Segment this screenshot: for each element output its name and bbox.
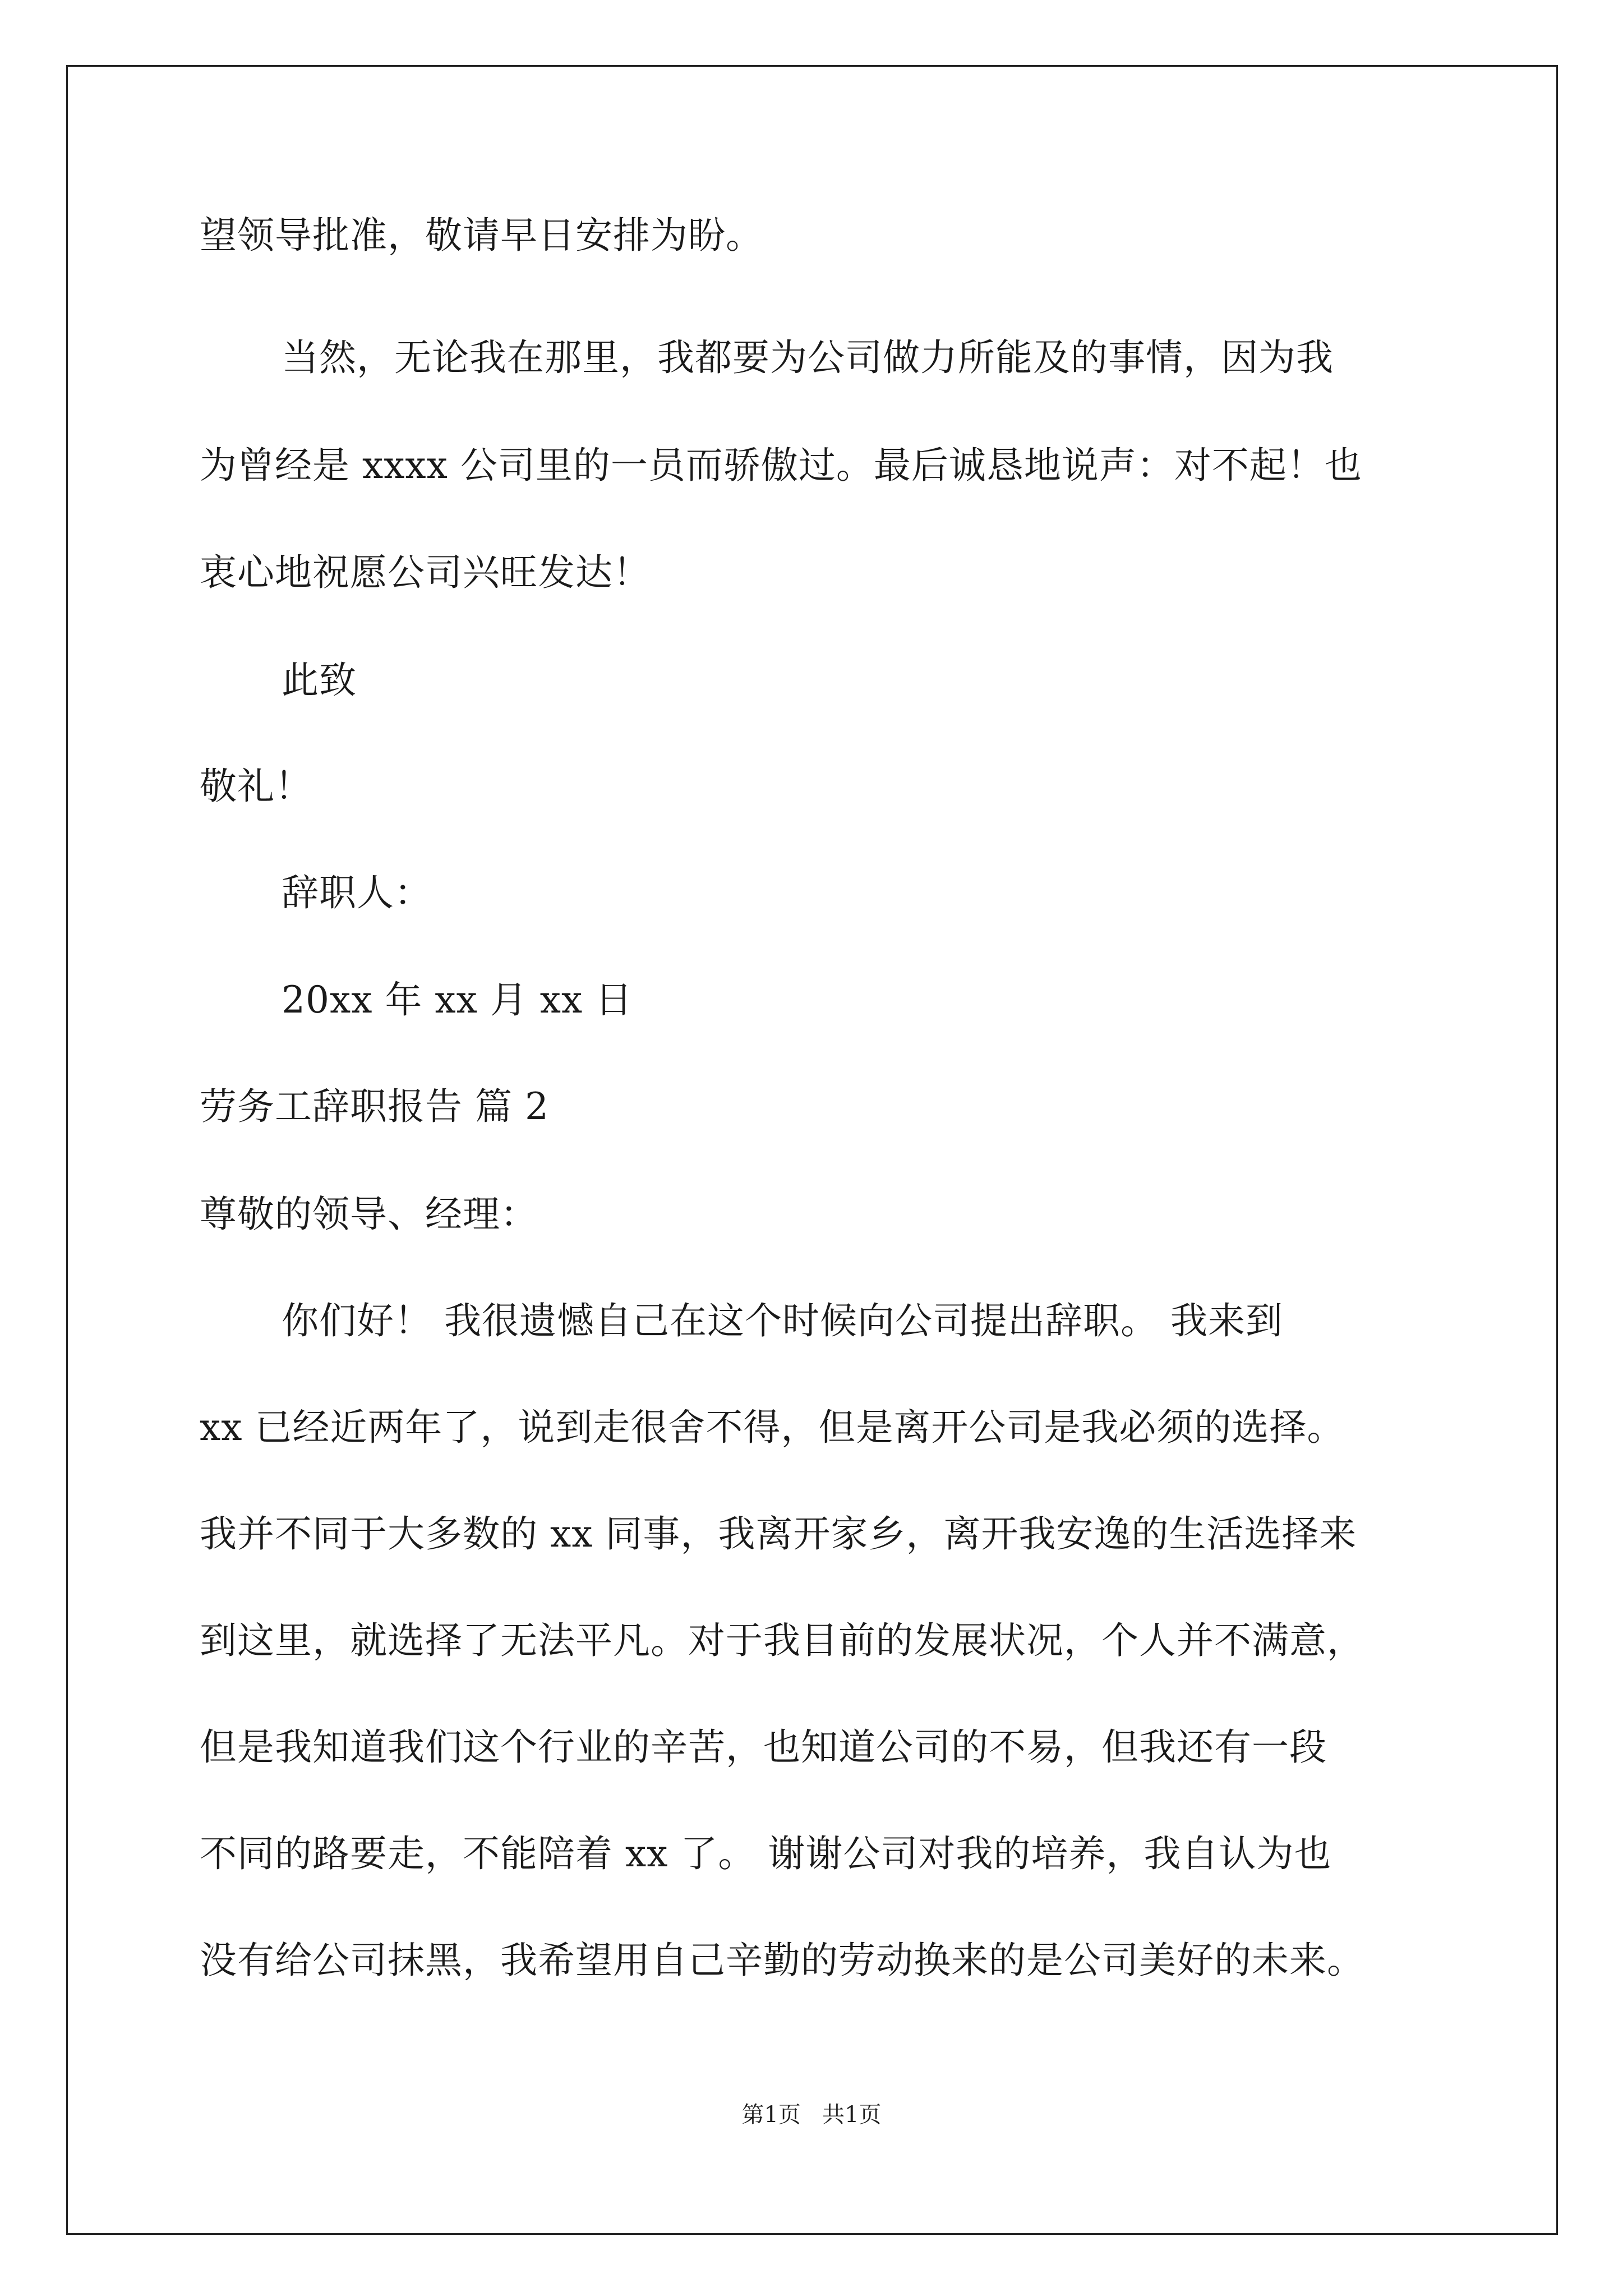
- text-line-4: 衷心地祝愿公司兴旺发达！: [200, 551, 651, 594]
- text-line-1: 望领导批准，敬请早日安排为盼。: [200, 214, 763, 257]
- text-line-15: 但是我知道我们这个行业的辛苦，也知道公司的不易，但我还有一段: [200, 1726, 1327, 1769]
- text-line-17: 没有给公司抹黑，我希望用自己辛勤的劳动换来的是公司美好的未来。: [200, 1939, 1364, 1982]
- salutation-regards: 敬礼！: [200, 765, 312, 808]
- section-title: 劳务工辞职报告 篇 2: [200, 1085, 549, 1128]
- resigner-label: 辞职人：: [282, 871, 432, 914]
- page-footer: 第1页 共1页: [741, 2102, 882, 2128]
- text-line-16: 不同的路要走，不能陪着 xx 了。 谢谢公司对我的培养，我自认为也: [200, 1832, 1332, 1875]
- text-line-3: 为曾经是 xxxx 公司里的一员而骄傲过。最后诚恳地说声：对不起！也: [200, 444, 1362, 487]
- salutation-closing: 此致: [282, 659, 357, 702]
- text-line-12: xx 已经近两年了，说到走很舍不得，但是离开公司是我必须的选择。: [200, 1406, 1345, 1449]
- text-line-13: 我并不同于大多数的 xx 同事，我离开家乡，离开我安逸的生活选择来: [200, 1512, 1357, 1556]
- text-line-2: 当然，无论我在那里，我都要为公司做力所能及的事情，因为我: [282, 336, 1334, 379]
- greeting: 尊敬的领导、经理：: [200, 1193, 538, 1236]
- page-border: [66, 65, 1558, 2235]
- date-line: 20xx 年 xx 月 xx 日: [282, 978, 633, 1022]
- text-line-14: 到这里，就选择了无法平凡。对于我目前的发展状况，个人并不满意，: [200, 1619, 1364, 1662]
- text-line-11: 你们好！ 我很遗憾自己在这个时候向公司提出辞职。 我来到: [282, 1299, 1283, 1342]
